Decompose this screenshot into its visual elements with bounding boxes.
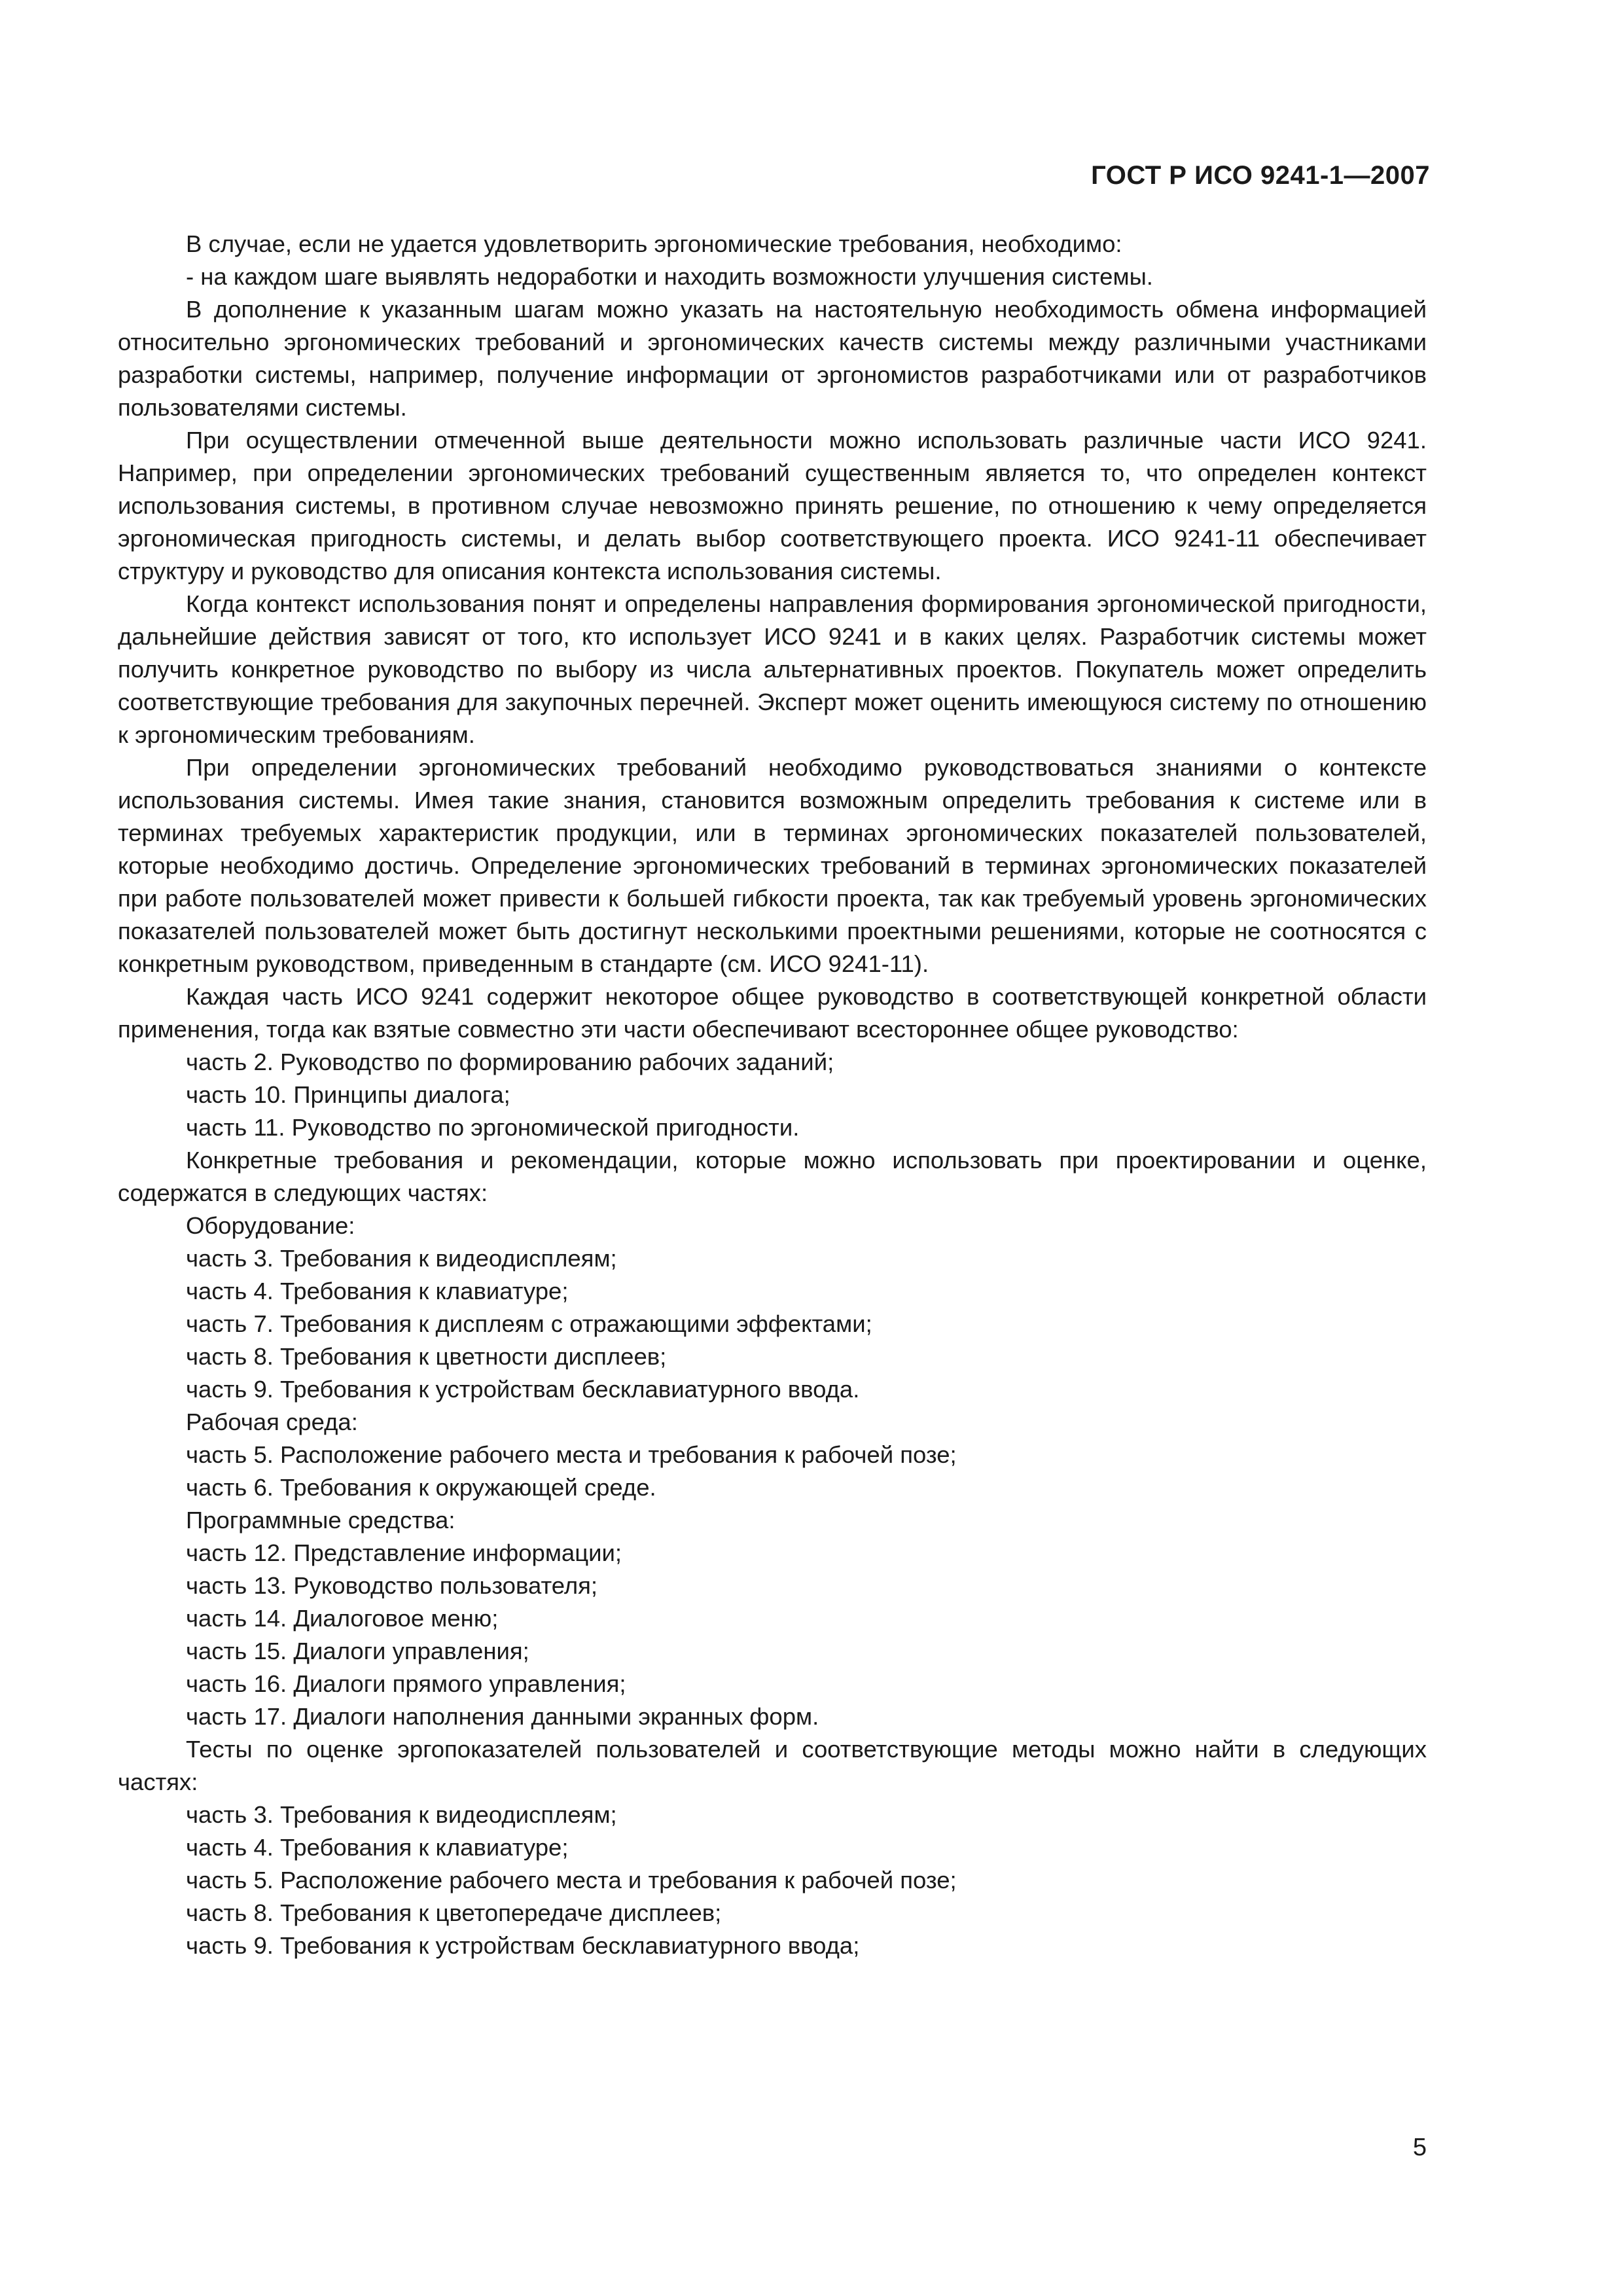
list-item: часть 17. Диалоги наполнения данными экранных форм. (186, 1703, 819, 1730)
list-general-guidance (118, 1046, 1427, 1144)
list-item: часть 10. Принципы диалога; (186, 1081, 510, 1108)
paragraph-dash-item: - на каждом шаге выявлять недоработки и находить возможности улучшения системы. (186, 263, 1153, 290)
paragraph: В случае, если не удается удовлетворить эргономические требования, необходимо: (186, 230, 1122, 257)
document-code-header: ГОСТ Р ИСО 9241-1—2007 (1091, 161, 1430, 190)
list-tests (118, 1799, 1427, 1962)
list-item: часть 5. Расположение рабочего места и требования к рабочей позе; (186, 1441, 957, 1468)
group-environment (118, 1406, 1427, 1504)
list-item: часть 16. Диалоги прямого управления; (186, 1670, 626, 1697)
list-item: часть 6. Требования к окружающей среде. (186, 1474, 656, 1501)
group-hardware (118, 1210, 1427, 1406)
group-title: Рабочая среда: (186, 1408, 358, 1435)
list-item: часть 4. Требования к клавиатуре; (186, 1834, 569, 1861)
list-item: часть 7. Требования к дисплеям с отражающими эффектами; (186, 1310, 872, 1337)
paragraph: При осуществлении отмеченной выше деятельности можно использовать различные части ИСО 9241. Например, при определении эргономических требований существенным является то, что определен контекст использования системы, в противном случае невозможно принять решение, по отношению к чему определяется эргономическая пригодность системы, и делать выбор соответствующего проекта. ИСО 9241-11 обеспечивает структуру и руководство для описания контекста использования системы. (118, 427, 1427, 584)
list-item: часть 8. Требования к цветности дисплеев; (186, 1343, 667, 1370)
list-item: часть 11. Руководство по эргономической пригодности. (186, 1114, 800, 1141)
group-title: Программные средства: (186, 1507, 455, 1534)
list-item: часть 12. Представление информации; (186, 1539, 622, 1566)
list-item: часть 5. Расположение рабочего места и требования к рабочей позе; (186, 1867, 957, 1893)
group-software (118, 1504, 1427, 1733)
paragraph: В дополнение к указанным шагам можно указать на настоятельную необходимость обмена информацией относительно эргономических требований и эргономических качеств системы между различными участниками разработки системы, например, получение информации от эргономистов разработчиками или от разработчиков пользователями системы. (118, 296, 1427, 421)
list-item: часть 2. Руководство по формированию рабочих заданий; (186, 1049, 834, 1075)
paragraph: Каждая часть ИСО 9241 содержит некоторое общее руководство в соответствующей конкретной области применения, тогда как взятые совместно эти части обеспечивают всестороннее общее руководство: (118, 983, 1427, 1043)
group-title: Оборудование: (186, 1212, 355, 1239)
list-item: часть 8. Требования к цветопередаче дисплеев; (186, 1899, 722, 1926)
paragraph: При определении эргономических требований необходимо руководствоваться знаниями о контексте использования системы. Имея такие знания, становится возможным определить требования к системе или в терминах требуемых характеристик продукции, или в терминах эргономических показателей пользователей, которые необходимо достичь. Определение эргономических требований в терминах эргономических показателей при работе пользователей может привести к большей гибкости проекта, так как требуемый уровень эргономических показателей пользователей может быть достигнут несколькими проектными решениями, которые не соотносятся с конкретным руководством, приведенным в стандарте (см. ИСО 9241-11). (118, 754, 1427, 977)
list-item: часть 3. Требования к видеодисплеям; (186, 1245, 617, 1272)
list-item: часть 9. Требования к устройствам бесклавиатурного ввода. (186, 1376, 860, 1403)
list-item: часть 14. Диалоговое меню; (186, 1605, 499, 1632)
document-body (118, 228, 1427, 1962)
paragraph: Тесты по оценке эргопоказателей пользователей и соответствующие методы можно найти в следующих частях: (118, 1736, 1427, 1795)
paragraph: Когда контекст использования понят и определены направления формирования эргономической пригодности, дальнейшие действия зависят от того, кто использует ИСО 9241 и в каких целях. Разработчик системы может получить конкретное руководство по выбору из числа альтернативных проектов. Покупатель может определить соответствующие требования для закупочных перечней. Эксперт может оценить имеющуюся систему по отношению к эргономическим требованиям. (118, 590, 1427, 748)
page-number: 5 (1412, 2134, 1427, 2161)
list-item: часть 3. Требования к видеодисплеям; (186, 1801, 617, 1828)
paragraph: Конкретные требования и рекомендации, которые можно использовать при проектировании и оценке, содержатся в следующих частях: (118, 1147, 1427, 1206)
list-item: часть 15. Диалоги управления; (186, 1638, 529, 1664)
list-item: часть 13. Руководство пользователя; (186, 1572, 598, 1599)
list-item: часть 9. Требования к устройствам бесклавиатурного ввода; (186, 1932, 860, 1959)
list-item: часть 4. Требования к клавиатуре; (186, 1278, 569, 1304)
